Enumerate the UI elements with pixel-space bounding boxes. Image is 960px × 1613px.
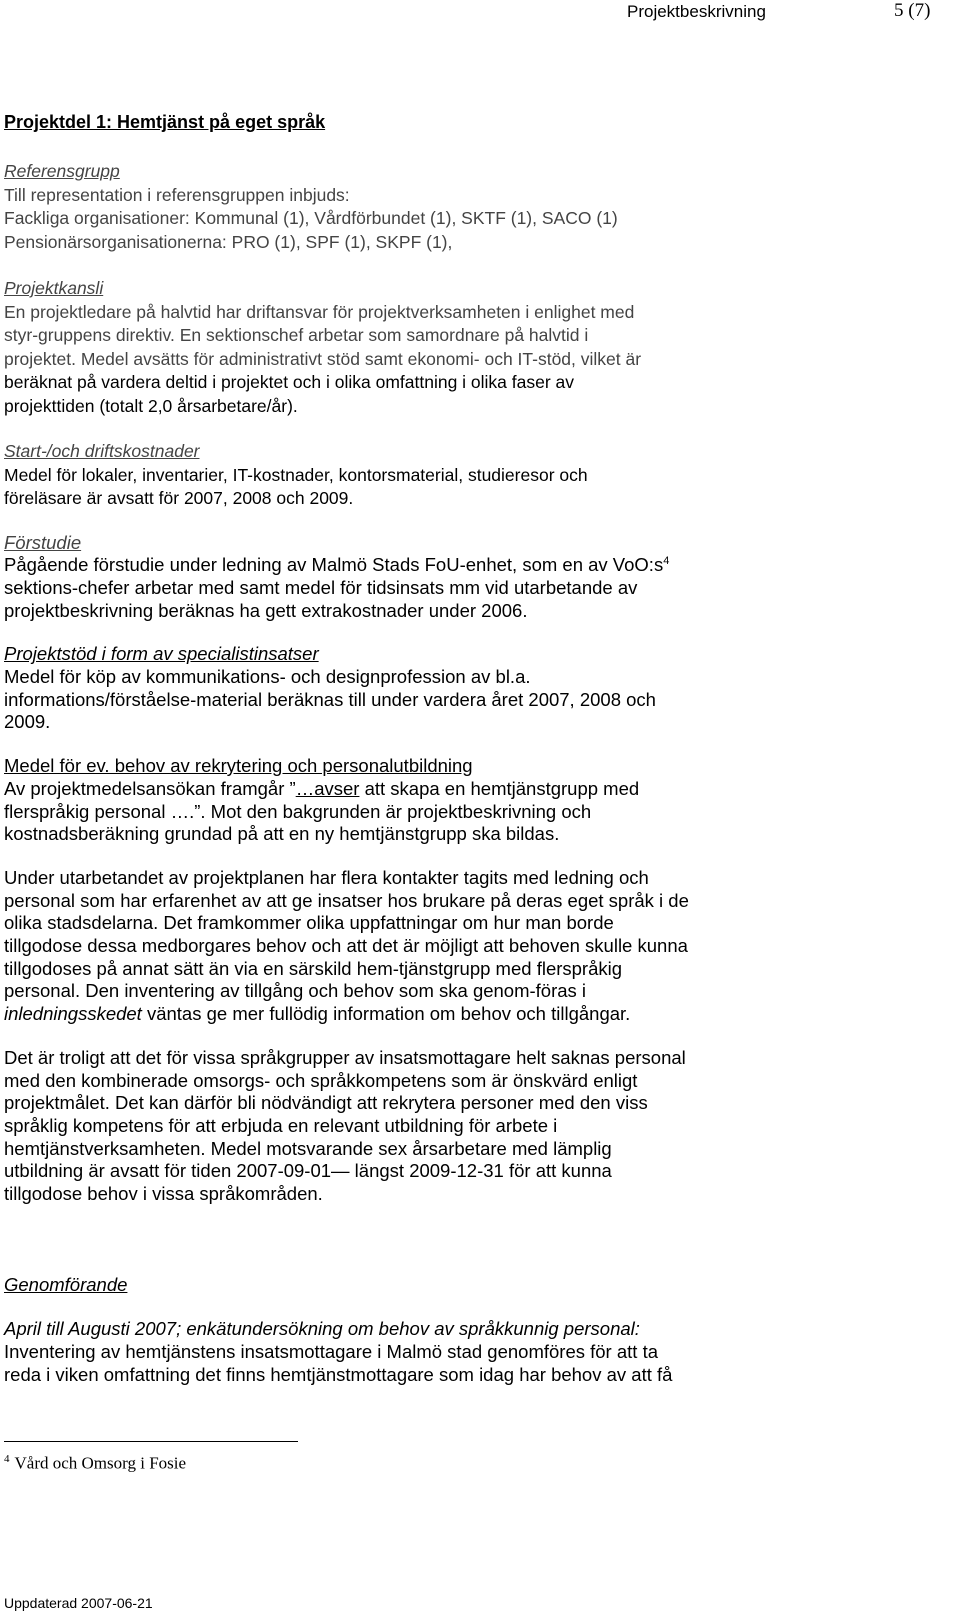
section-rekrytering	[4, 755, 944, 846]
text-line: projektmålet. Det kan därför bli nödvändigt att rekrytera personer med den viss	[4, 1092, 648, 1114]
section-referensgrupp	[4, 160, 944, 254]
section-heading: Start-/och driftskostnader	[4, 441, 200, 461]
section-heading: Förstudie	[4, 531, 82, 553]
footnote-text: Vård och Omsorg i Fosie	[14, 1453, 187, 1473]
text-line: projektbeskrivning beräknas ha gett extrakostnader under 2006.	[4, 599, 528, 621]
text-span: väntas ge mer fullödig information om behov och tillgångar.	[141, 1003, 631, 1025]
text-span: …avser	[295, 777, 360, 799]
text-line: informations/förståelse-material beräknas till under vardera året 2007, 2008 och	[4, 688, 656, 710]
text-line: projektet. Medel avsätts för administrativt stöd samt ekonomi- och IT-stöd, vilket är	[4, 348, 642, 369]
section-heading: Genomförande	[4, 1273, 128, 1295]
section-projektstod	[4, 643, 944, 734]
text-line	[4, 778, 944, 801]
page-footer: Uppdaterad 2007-06-21	[4, 1595, 153, 1611]
page-number: 5 (7)	[894, 0, 931, 21]
text-line: Medel för lokaler, inventarier, IT-kostnader, kontorsmaterial, studieresor och	[4, 464, 588, 485]
text-line: flerspråkig personal ….”. Mot den bakgrunden är projektbeskrivning och	[4, 800, 592, 822]
footnote	[4, 1453, 186, 1474]
section-forstudie	[4, 532, 944, 623]
paragraph-kontakter	[4, 867, 944, 1026]
text-line: utbildning är avsatt för tiden 2007-09-01— längst 2009-12-31 för att kunna	[4, 1160, 612, 1182]
subheading: April till Augusti 2007; enkätundersökning om behov av språkkunnig personal:	[4, 1318, 640, 1340]
text-line: kostnadsberäkning grundad på att en ny hemtjänstgrupp ska bildas.	[4, 823, 560, 845]
text-line: tillgodose behov i vissa språkområden.	[4, 1183, 323, 1205]
header-title: Projektbeskrivning	[627, 2, 766, 21]
footnote-ref: 4	[663, 555, 670, 568]
text-line: tillgodose dessa medborgares behov och att det är möjligt att behoven skulle kunna	[4, 935, 688, 957]
text-line: Till representation i referensgruppen inbjuds:	[4, 184, 350, 205]
section-heading: Medel för ev. behov av rekrytering och personalutbildning	[4, 755, 473, 777]
text-line	[4, 1003, 944, 1026]
document-body	[4, 111, 944, 1387]
text-line: personal. Den inventering av tillgång och behov som ska genom-föras i	[4, 980, 587, 1002]
text-span: att skapa en hemtjänstgrupp med	[359, 777, 640, 799]
footnote-number: 4	[4, 1453, 10, 1465]
text-line: sektions-chefer arbetar med samt medel för tidsinsats mm vid utarbetande av	[4, 576, 638, 598]
text-line: 2009.	[4, 711, 51, 733]
text-line: Fackliga organisationer: Kommunal (1), Vårdförbundet (1), SKTF (1), SACO (1)	[4, 208, 618, 228]
text-line: Under utarbetandet av projektplanen har flera kontakter tagits med ledning och	[4, 866, 649, 888]
text-line: En projektledare på halvtid har driftansvar för projektverksamheten i enlighet med	[4, 301, 635, 322]
text-line: beräknat på vardera deltid i projektet och i olika omfattning i olika faser av	[4, 372, 575, 392]
text-line: språklig kompetens för att erbjuda en relevant utbildning för arbete i	[4, 1114, 558, 1136]
text-span: Av projektmedelsansökan framgår ”	[4, 777, 296, 799]
text-line: styr-gruppens direktiv. En sektionschef arbetar som samordnare på halvtid i	[4, 325, 589, 345]
section-heading: Projektkansli	[4, 278, 104, 298]
text-span: inledningsskedet	[4, 1003, 142, 1025]
document-title: Projektdel 1: Hemtjänst på eget språk	[4, 112, 326, 132]
text-line	[4, 554, 944, 577]
text-line: Medel för köp av kommunikations- och designprofession av bl.a.	[4, 666, 531, 688]
text-line: med den kombinerade omsorgs- och språkkompetens som är önskvärd enligt	[4, 1069, 638, 1091]
paragraph-troligt	[4, 1047, 944, 1206]
section-heading: Projektstöd i form av specialistinsatser	[4, 643, 319, 665]
text-line: tillgodoses på annat sätt än via en särskild hem-tjänstgrupp med flerspråkig	[4, 957, 623, 979]
text-line: personal som har erfarenhet av att ge insatser hos brukare på deras eget språk i de	[4, 889, 689, 911]
footnote-divider	[4, 1441, 298, 1442]
text-line: projekttiden (totalt 2,0 årsarbetare/år).	[4, 395, 298, 416]
section-projektkansli	[4, 277, 944, 418]
text-line: Det är troligt att det för vissa språkgrupper av insatsmottagare helt saknas personal	[4, 1046, 686, 1068]
text-line: hemtjänstverksamheten. Medel motsvarande sex årsarbetare med lämplig	[4, 1137, 612, 1159]
text-line: Pensionärsorganisationerna: PRO (1), SPF (1), SKPF (1),	[4, 231, 453, 252]
text-line: Inventering av hemtjänstens insatsmottagare i Malmö stad genomföres för att ta	[4, 1341, 658, 1363]
text-line: reda i viken omfattning det finns hemtjänstmottagare som idag har behov av att få	[4, 1363, 673, 1385]
section-driftskostnader	[4, 440, 944, 511]
section-genomforande	[4, 1274, 944, 1387]
text-line: föreläsare är avsatt för 2007, 2008 och 2009.	[4, 488, 354, 508]
text-line: olika stadsdelarna. Det framkommer olika uppfattningar om hur man borde	[4, 912, 614, 934]
text-span: Pågående förstudie under ledning av Malmö Stads FoU-enhet, som en av VoO:s	[4, 554, 664, 576]
section-heading: Referensgrupp	[4, 161, 120, 181]
